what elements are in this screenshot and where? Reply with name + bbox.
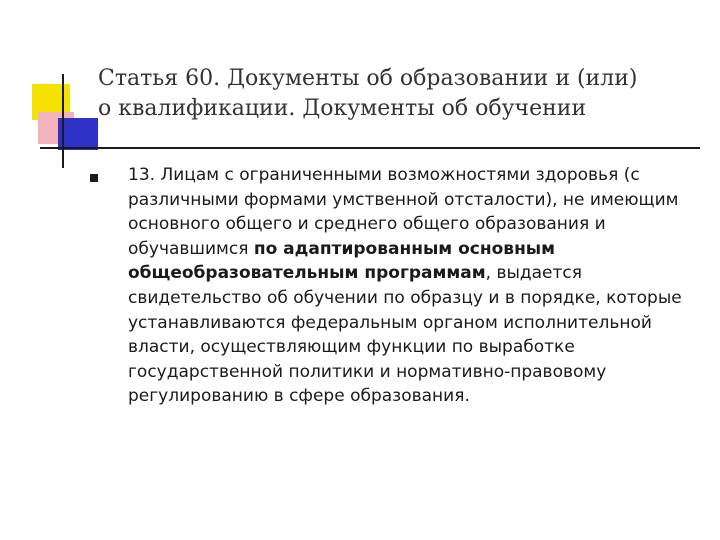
paragraph-intro: 13. Лицам с ограниченными возможностями здоровья (с различными формами умственной отсталости), не имеющим основного общего и среднего общего образования и обучавшимся [128,165,679,259]
decor-blue-square [58,118,98,150]
title-line-1: Статья 60. Документы об образовании и (или) [98,66,638,91]
slide-title [98,64,708,124]
title-divider-line [40,147,700,149]
paragraph-outro: , выдается свидетельство об обучении по образцу и в порядке, которые устанавливаются федеральным органом исполнительной власти, осуществляющим функции по выработке государственной политики и нормативно-правовому регулированию в сфере образования. [128,263,682,407]
paragraph-bold-emphasis: по адаптированным основным общеобразовательным программам [128,238,556,284]
bullet-marker [90,174,98,182]
title-line-2: о квалификации. Документы об обучении [98,96,587,121]
bullet-paragraph [128,163,700,409]
decor-vertical-line [62,74,64,168]
